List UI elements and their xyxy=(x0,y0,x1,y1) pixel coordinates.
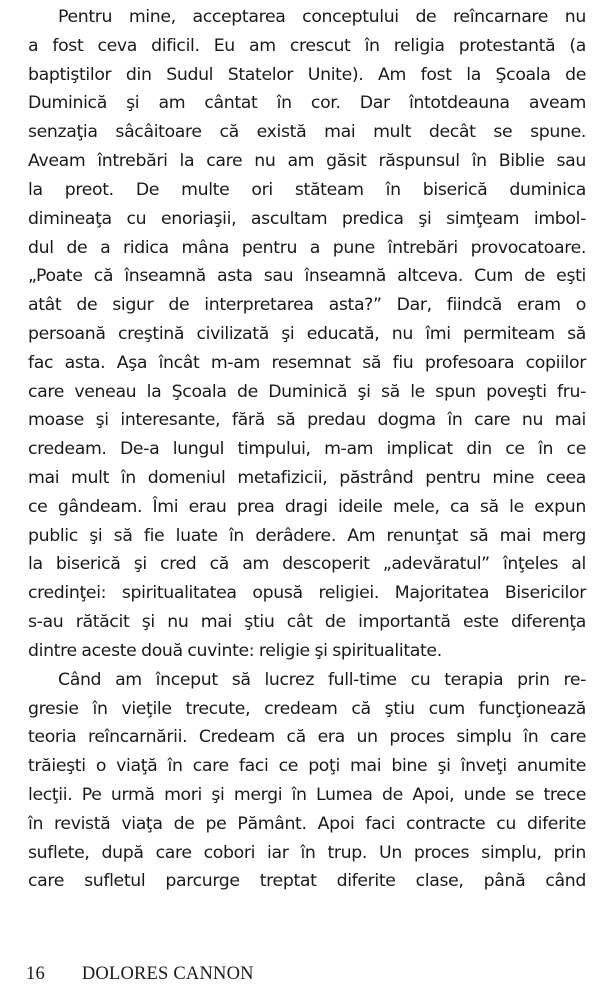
text-line: senzaţia sâcâitoare că există mai mult decât se spune. xyxy=(28,122,586,143)
text-line: suflete, după care cobori iar în trup. Un proces simplu, prin xyxy=(28,842,586,863)
text-line: public şi să fie luate în derâdere. Am renunţat să mai merg xyxy=(28,525,586,546)
text-line: lecţii. Pe urmă mori şi mergi în Lumea de Apoi, unde se trece xyxy=(28,784,586,805)
text-line: la biserică şi cred că am descoperit „adevăratul” înţeles al xyxy=(28,554,586,575)
text-line: ce gândeam. Îmi erau prea dragi ideile mele, ca să le expun xyxy=(28,496,586,517)
text-line: dul de a ridica mâna pentru a pune întrebări provocatoare. xyxy=(28,237,586,258)
page-footer xyxy=(26,964,254,985)
text-line: baptiştilor din Sudul Statelor Unite). Am fost la Şcoala de xyxy=(28,64,586,85)
text-line: dimineaţa cu enoriaşii, ascultam predica şi simţeam imbol- xyxy=(28,208,586,229)
text-line: a fost ceva dificil. Eu am crescut în religia protestantă (a xyxy=(28,35,586,56)
text-line: gresie în vieţile trecute, credeam că ştiu cum funcţionează xyxy=(28,698,586,719)
text-line: persoană creştină civilizată şi educată, nu îmi permiteam să xyxy=(28,323,586,344)
page-number: 16 xyxy=(26,964,45,984)
text-line: s-au rătăcit şi nu mai ştiu cât de importantă este diferenţa xyxy=(28,612,586,633)
paragraph-2 xyxy=(28,666,586,897)
text-line: teoria reîncarnării. Credeam că era un proces simplu în care xyxy=(28,727,586,748)
text-line: fac asta. Aşa încât m-am resemnat să fiu profesoara copiilor xyxy=(28,352,586,373)
text-line: dintre aceste două cuvinte: religie şi spiritualitate. xyxy=(28,640,442,661)
text-line: Aveam întrebări la care nu am găsit răspunsul în Biblie sau xyxy=(28,151,586,172)
text-line: atât de sigur de interpretarea asta?” Dar, fiindcă eram o xyxy=(28,295,586,316)
running-head-author: DOLORES CANNON xyxy=(81,964,254,984)
text-line: care sufletul parcurge treptat diferite clase, până când xyxy=(28,871,586,892)
text-line: Când am început să lucrez full-time cu terapia prin re- xyxy=(58,669,586,690)
text-line: „Poate că înseamnă asta sau înseamnă altceva. Cum de eşti xyxy=(28,266,586,287)
text-line: Pentru mine, acceptarea conceptului de reîncarnare nu xyxy=(58,7,586,27)
text-line: credeam. De-a lungul timpului, m-am implicat din ce în ce xyxy=(28,439,586,460)
text-line: care veneau la Şcoala de Duminică şi să le spun poveşti fru- xyxy=(28,381,586,402)
text-line: la preot. De multe ori stăteam în biserică duminica xyxy=(28,179,586,200)
text-line: credinţei: spiritualitatea opusă religiei. Majoritatea Bisericilor xyxy=(28,583,586,604)
text-line: mai mult în domeniul metafizicii, păstrând pentru mine ceea xyxy=(28,468,586,488)
text-line: în revistă viaţa de pe Pământ. Apoi faci contracte cu diferite xyxy=(28,813,586,834)
text-line: moase şi interesante, fără să predau dogma în care nu mai xyxy=(28,410,586,431)
text-line: Duminică şi am cântat în cor. Dar întotdeauna aveam xyxy=(28,93,586,114)
text-line: trăieşti o viaţă în care faci ce poţi mai bine şi înveţi anumite xyxy=(28,756,586,777)
paragraph-1 xyxy=(28,3,586,666)
body-text xyxy=(28,3,586,896)
